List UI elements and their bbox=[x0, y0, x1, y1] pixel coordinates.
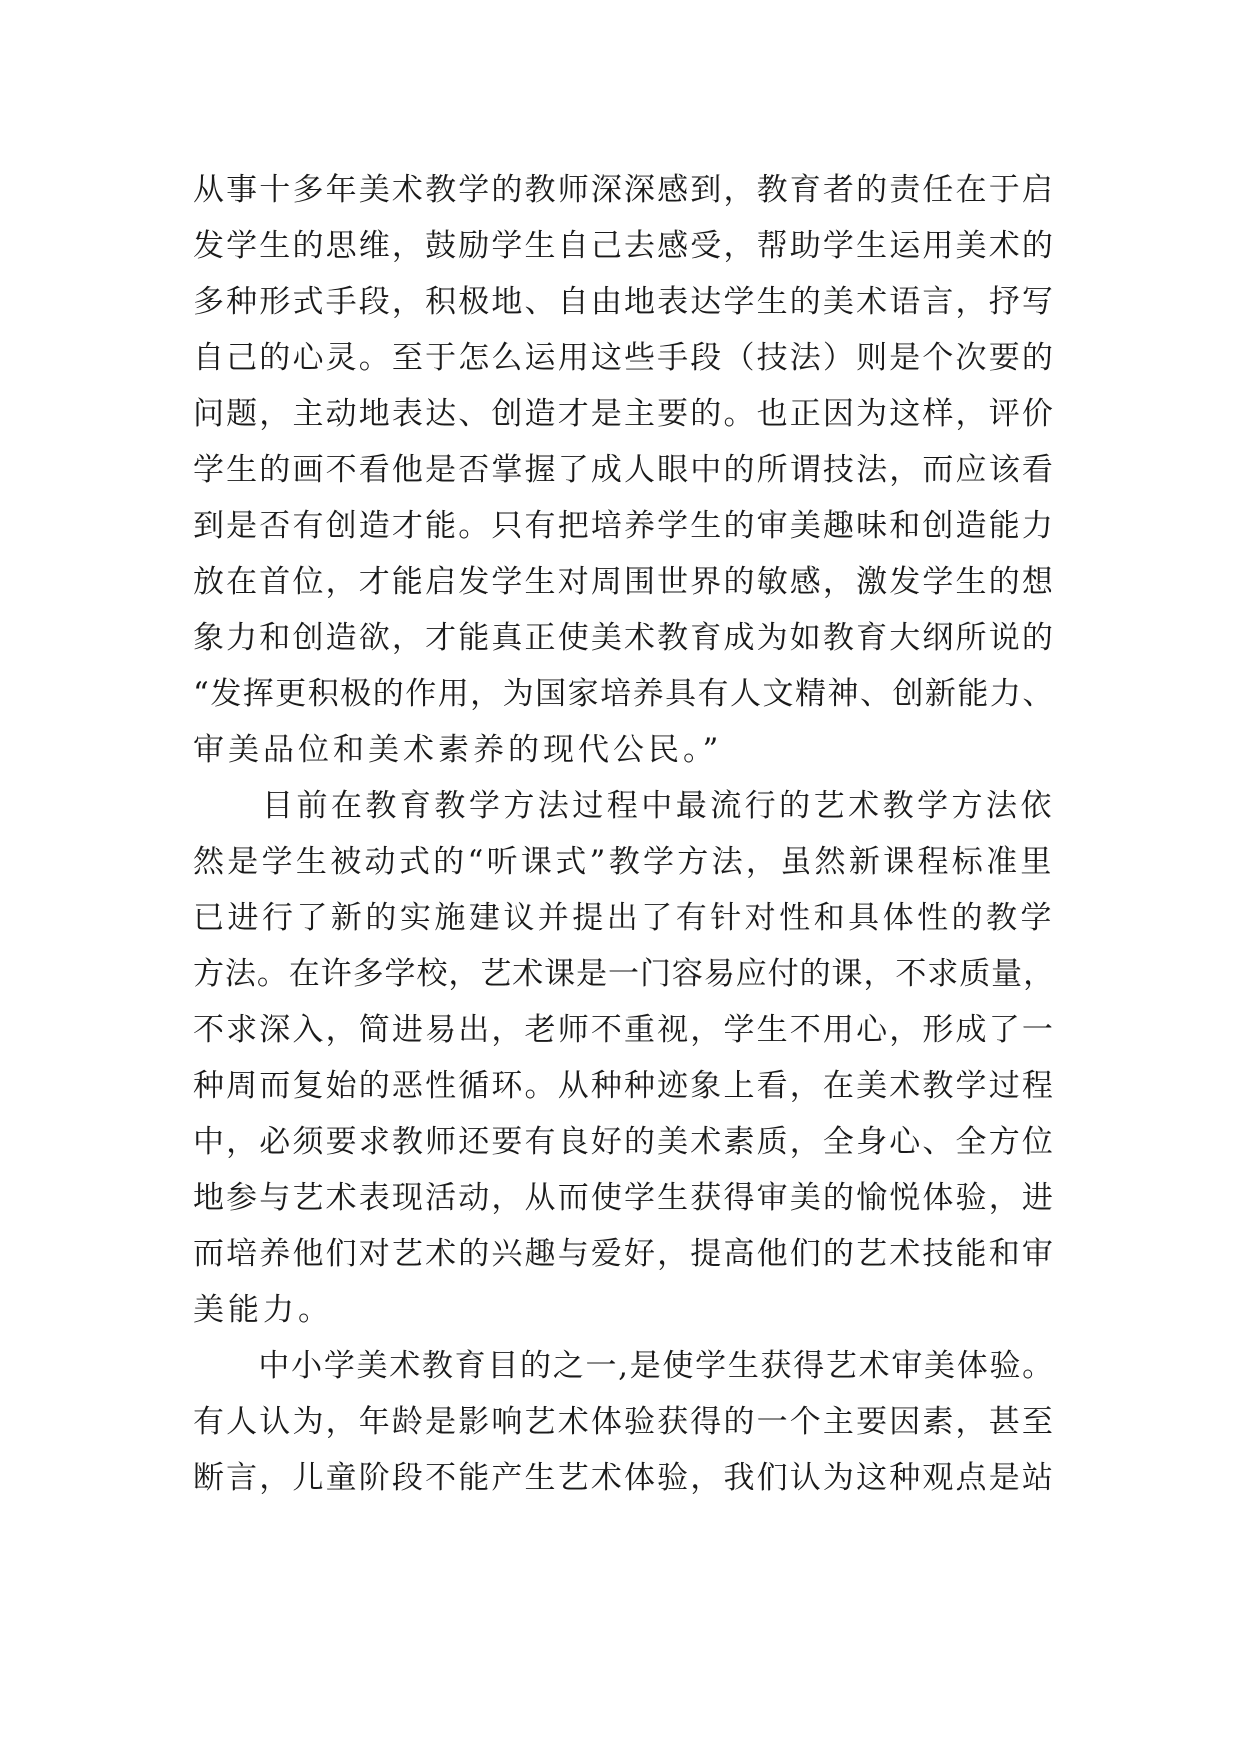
text-line: 放在首位，才能启发学生对周围世界的敏感，激发学生的想 bbox=[193, 564, 1055, 600]
text-line: 中，必须要求教师还要有良好的美术素质，全身心、全方位 bbox=[193, 1124, 1055, 1160]
text-line: 不求深入，简进易出，老师不重视，学生不用心，形成了一 bbox=[193, 1012, 1055, 1048]
text-line: 已进行了新的实施建议并提出了有针对性和具体性的教学 bbox=[193, 900, 1055, 936]
text-line: “发挥更积极的作用，为国家培养具有人文精神、创新能力、 bbox=[193, 676, 1055, 712]
text-line: 地参与艺术表现活动，从而使学生获得审美的愉悦体验，进 bbox=[193, 1180, 1055, 1216]
text-line: 问题，主动地表达、创造才是主要的。也正因为这样，评价 bbox=[193, 396, 1055, 432]
text-line: 中小学美术教育目的之一,是使学生获得艺术审美体验。 bbox=[193, 1348, 1055, 1384]
text-line: 美能力。 bbox=[193, 1292, 333, 1328]
text-line: 种周而复始的恶性循环。从种种迹象上看，在美术教学过程 bbox=[193, 1068, 1055, 1104]
text-line: 然是学生被动式的“听课式”教学方法，虽然新课程标准里 bbox=[193, 844, 1055, 880]
text-line: 到是否有创造才能。只有把培养学生的审美趣味和创造能力 bbox=[193, 508, 1055, 544]
text-line: 而培养他们对艺术的兴趣与爱好，提高他们的艺术技能和审 bbox=[193, 1236, 1055, 1272]
text-line: 方法。在许多学校，艺术课是一门容易应付的课，不求质量， bbox=[193, 956, 1055, 992]
text-line: 从事十多年美术教学的教师深深感到，教育者的责任在于启 bbox=[193, 172, 1055, 208]
text-line: 目前在教育教学方法过程中最流行的艺术教学方法依 bbox=[193, 788, 1055, 824]
text-line: 学生的画不看他是否掌握了成人眼中的所谓技法，而应该看 bbox=[193, 452, 1055, 488]
text-line: 审美品位和美术素养的现代公民。” bbox=[193, 732, 723, 768]
text-line: 自己的心灵。至于怎么运用这些手段（技法）则是个次要的 bbox=[193, 340, 1055, 376]
text-line: 断言，儿童阶段不能产生艺术体验，我们认为这种观点是站 bbox=[193, 1460, 1055, 1496]
text-line: 有人认为，年龄是影响艺术体验获得的一个主要因素，甚至 bbox=[193, 1404, 1055, 1440]
text-line: 多种形式手段，积极地、自由地表达学生的美术语言，抒写 bbox=[193, 284, 1055, 320]
text-line: 发学生的思维，鼓励学生自己去感受，帮助学生运用美术的 bbox=[193, 228, 1055, 264]
text-line: 象力和创造欲，才能真正使美术教育成为如教育大纲所说的 bbox=[193, 620, 1055, 656]
